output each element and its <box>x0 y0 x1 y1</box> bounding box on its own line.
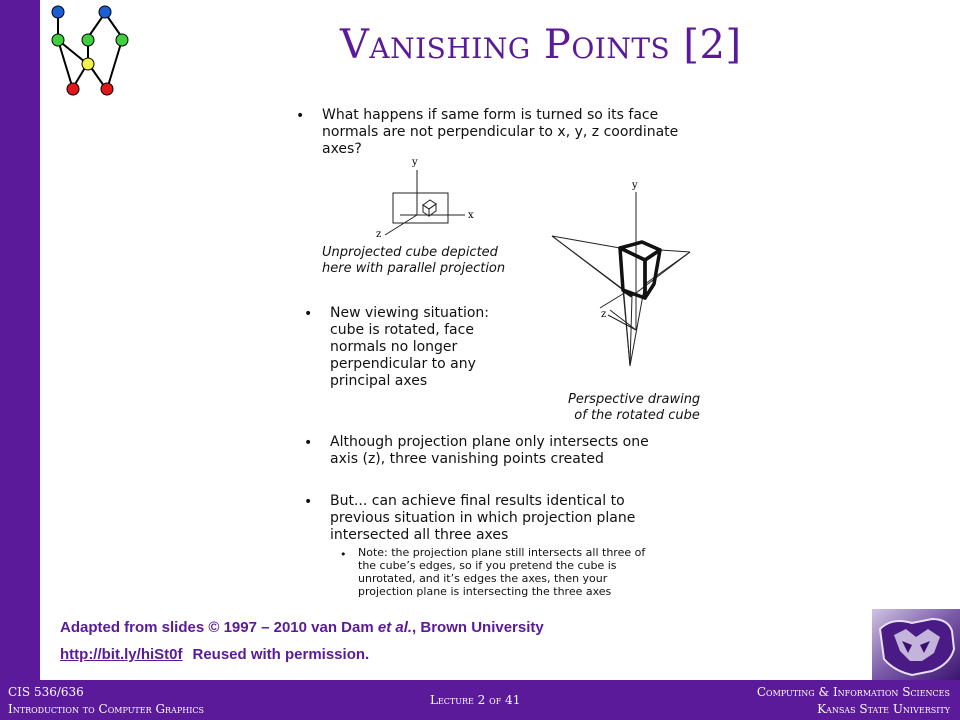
caption-left-line: here with parallel projection <box>322 261 506 276</box>
unprojected-cube-diagram <box>360 155 490 245</box>
bullet-3-line: Although projection plane only intersects one <box>330 434 649 450</box>
attribution-text: Adapted from slides © 1997 – 2010 van Dam <box>60 619 378 636</box>
footer-course-name: Introduction to Computer Graphics <box>8 702 204 716</box>
slide-figure <box>290 100 730 600</box>
bullet-dot: • <box>304 494 313 510</box>
bullet-1-line: axes? <box>322 141 362 157</box>
axis-y-label: y <box>632 180 638 191</box>
bullet-1-line: What happens if same form is turned so its face <box>322 107 659 123</box>
caption-right-line: Perspective drawing <box>568 392 701 407</box>
attribution-link[interactable]: http://bit.ly/hiSt0f <box>60 646 183 663</box>
bullet-4-line: intersected all three axes <box>330 527 509 543</box>
footer-department: Computing & Information Sciences <box>756 685 950 699</box>
graph-logo-icon <box>40 0 140 100</box>
subbullet-line: Note: the projection plane still intersects all three of <box>358 546 646 559</box>
kstate-wildcat-logo-icon <box>872 609 960 680</box>
bullet-4-line: But... can achieve final results identical to <box>330 493 625 509</box>
subbullet-line: projection plane is intersecting the three axes <box>358 585 612 598</box>
bullet-2-line: principal axes <box>330 373 428 389</box>
bullet-3 <box>330 434 649 468</box>
footer-bar <box>0 680 960 720</box>
attribution-line-1 <box>60 619 544 636</box>
bullet-2-line: perpendicular to any <box>330 356 476 372</box>
footer-lecture-number: Lecture 2 of 41 <box>430 693 521 707</box>
subbullet-line: unrotated, and it’s edges the axes, then your <box>358 572 608 585</box>
axis-y-label: y <box>412 157 418 168</box>
bullet-2-line: New viewing situation: <box>330 305 489 321</box>
subbullet-line: the cube’s edges, so if you pretend the cube is <box>358 559 617 572</box>
bullet-2-line: normals no longer <box>330 339 458 355</box>
bullet-3-line: axis (z), three vanishing points created <box>330 451 604 467</box>
footer-university: Kansas State University <box>817 702 950 716</box>
axis-z-label: z <box>601 309 607 320</box>
caption-right <box>568 392 700 424</box>
caption-left <box>322 245 505 277</box>
subbullet-dot: • <box>340 548 347 561</box>
bullet-4 <box>330 493 635 544</box>
left-sidebar-bar <box>0 0 40 680</box>
bullet-2 <box>330 305 489 390</box>
caption-left-line: Unprojected cube depicted <box>322 245 498 260</box>
bullet-2-line: cube is rotated, face <box>330 322 474 338</box>
slide-title: Vanishing Points [2] <box>340 22 742 68</box>
footer-course-code: CIS 536/636 <box>8 685 84 699</box>
bullet-4-line: previous situation in which projection plane <box>330 510 636 526</box>
caption-right-line: of the rotated cube <box>574 408 700 423</box>
bullet-1-line: normals are not perpendicular to x, y, z coordinate <box>322 124 679 140</box>
axis-x-label: x <box>468 210 474 221</box>
attribution-text: , Brown University <box>412 619 544 636</box>
bullet-dot: • <box>296 108 305 124</box>
bullet-1 <box>322 107 678 158</box>
perspective-cube-diagram <box>550 180 720 380</box>
bullet-dot: • <box>304 435 313 451</box>
subbullet <box>358 546 645 598</box>
attribution-permission: Reused with permission. <box>192 646 370 663</box>
attribution-italic: et al. <box>377 619 413 636</box>
attribution-line-2 <box>60 646 369 663</box>
axis-z-label: z <box>376 229 382 240</box>
bullet-dot: • <box>304 306 313 322</box>
